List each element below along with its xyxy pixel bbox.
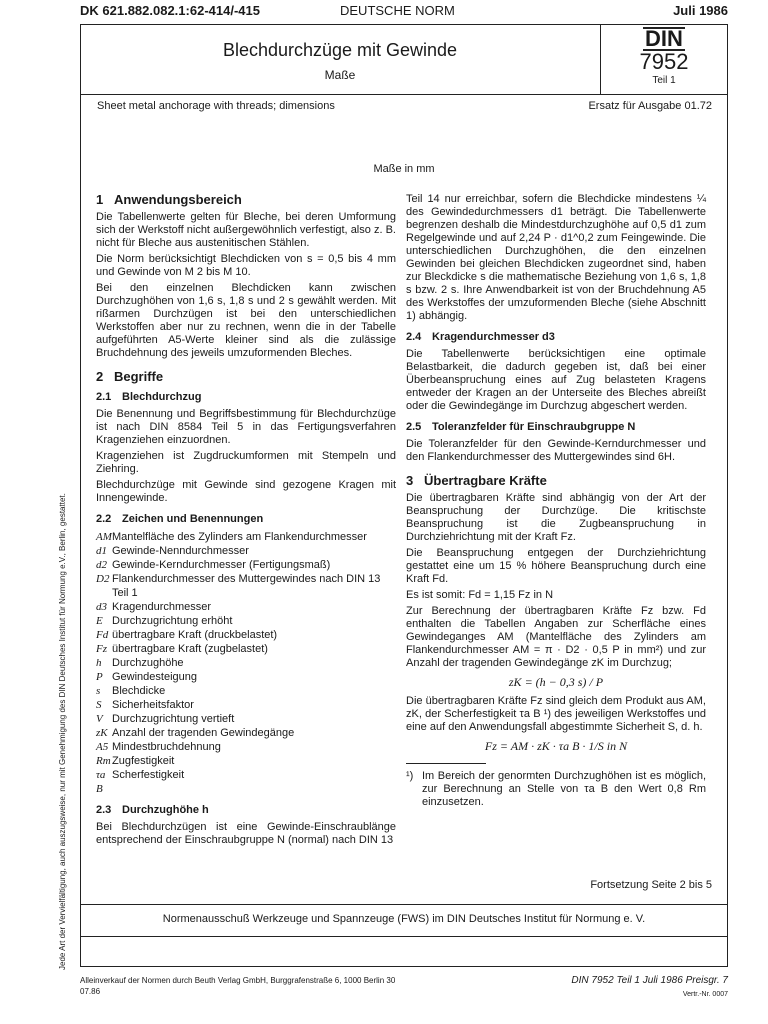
section-2-heading: 2 Begriffe [96, 369, 164, 384]
document-subtitle: Maße [324, 68, 356, 82]
symbol-code: A5 [96, 741, 109, 753]
symbol-row [96, 572, 396, 600]
symbol-description: Zugfestigkeit [112, 755, 175, 767]
standard-type: DEUTSCHE NORM [340, 3, 455, 18]
symbol-row [96, 656, 396, 670]
section-3-paragraph: Zur Berechnung der übertragbaren Kräfte Fz bzw. Fd enthalten die Tabellen Angaben zur Scherfläche eines Gewindeganges AM (Mantelfläche des Zylinders am Flankendurchmesser AM = π · D2 · 0,5 P in mm²) und zur Anzahl der tragenden Gewindegänge zK im Durchzug; [406, 605, 706, 669]
section-3-paragraph: Die Beanspruchung entgegen der Durchziehrichtung gestattet eine um 15 % höhere Beanspruchung durch eine Kraft Fd. [406, 547, 706, 585]
din-logo [600, 27, 728, 51]
symbol-code: V [96, 713, 103, 725]
symbol-row [96, 628, 396, 642]
symbol-description: Gewinde-Kerndurchmesser (Fertigungsmaß) [112, 559, 331, 571]
symbol-code: h [96, 657, 102, 669]
committee-line: Normenausschuß Werkzeuge und Spannzeuge (FWS) im DIN Deutsches Institut für Normung e. V. [162, 913, 646, 925]
footer-divider-bottom [80, 936, 728, 937]
section-3-heading: 3 Übertragbare Kräfte [406, 473, 547, 488]
symbol-row [96, 726, 396, 740]
symbol-row [96, 600, 396, 614]
symbol-code: d3 [96, 601, 107, 613]
header-divider [80, 94, 728, 95]
document-code: DK 621.882.082.1:62-414/-415 [80, 3, 260, 18]
symbol-row [96, 642, 396, 656]
sale-note-text: Alleinverkauf der Normen durch Beuth Verlag GmbH, Burggrafenstraße 6, 1000 Berlin 30 [80, 976, 396, 985]
symbol-row [96, 712, 396, 726]
section-3-formula-text: Es ist somit: Fd = 1,15 Fz in N [406, 589, 554, 601]
section-2-5-heading: 2.5 Toleranzfelder für Einschraubgruppe N [406, 421, 636, 433]
symbol-description: Mantelfläche des Zylinders am Flankendurchmesser [112, 531, 367, 543]
symbol-row [96, 558, 396, 572]
section-1-paragraph: Bei den einzelnen Blechdicken kann zwischen Durchzughöhen von 1,6 s, 1,8 s und 2 s gewählt werden. Mit rißarmen Durchzügen ist bei den unterschiedlichen Werkstoffen aber nur zu rechnen, wenn die in der Tabelle aufgeführten A5-Werte kleiner sind als die zulässige Bruchdehnung des jeweils umzuformenden Bleches. [96, 282, 396, 359]
print-code: 07.86 [80, 987, 101, 996]
symbol-description: übertragbare Kraft (zugbelastet) [112, 643, 268, 655]
symbol-description: Flankendurchmesser des Muttergewindes nach DIN 13 Teil 1 [112, 573, 381, 599]
unit-note: Maße in mm [373, 163, 435, 175]
symbol-code: τa B [96, 769, 106, 795]
symbol-code: s [96, 685, 101, 697]
din-number: 7952 [639, 49, 689, 74]
footnote-mark: ¹) [406, 770, 414, 782]
symbol-code: S [96, 699, 102, 711]
symbol-list [96, 530, 396, 796]
footnote [406, 770, 706, 809]
right-column [406, 193, 706, 809]
symbol-description: Durchzugrichtung vertieft [112, 713, 235, 725]
continuation-note: Fortsetzung Seite 2 bis 5 [590, 879, 712, 891]
din-part: Teil 1 [652, 75, 676, 86]
section-2-2-heading: 2.2 Zeichen und Benennungen [96, 513, 264, 525]
symbol-code: d1 [96, 545, 107, 557]
symbol-code: Rm [96, 755, 111, 767]
document-title: Blechdurchzüge mit Gewinde [222, 40, 458, 60]
section-3-paragraph: Die übertragbaren Kräfte Fz sind gleich dem Produkt aus AM, zK, der Scherfestigkeit τa B ¹) des jeweiligen Werkstoffes und eine auf den Anwendungsfall abgestimmte Sicherheit S, d. h. [406, 695, 706, 733]
symbol-row [96, 614, 396, 628]
replaces-note: Ersatz für Ausgabe 01.72 [588, 100, 712, 112]
symbol-code: Fz [96, 643, 107, 655]
section-2-3-paragraph-continued: Teil 14 nur erreichbar, sofern die Blechdicke mindestens ¼ des Gewindedurchmessers d1 beträgt. Die Tabellenwerte begrenzen deshalb die Mindestdurchzughöhe auf 0,5 d1 zum Regelgewinde und auf 2,24 P · d1^0,2 zum Feingewinde. Die unterschiedlichen Durchzughöhen, die den einzelnen Gewinden bei gleichen Blechdicken zugeordnet sind, haben zur Bleckdicke s die mathematische Beziehung von 1,6 s, 1,8 s bzw. 2 s. Ihre Anwendbarkeit ist von der Bruchdehnung A5 des Werkstoffes der umzuformenden Bleche (siehe Abschnitt 1) abhängig. [406, 193, 706, 322]
symbol-row [96, 754, 396, 768]
symbol-description: Gewindesteigung [112, 671, 198, 683]
section-2-1-paragraph: Kragenziehen ist Zugdruckumformen mit Stempeln und Ziehring. [96, 450, 396, 475]
symbol-description: Kragendurchmesser [112, 601, 212, 613]
english-title: Sheet metal anchorage with threads; dimensions [97, 100, 335, 112]
symbol-description: Mindestbruchdehnung [112, 741, 221, 753]
symbol-description: Sicherheitsfaktor [112, 699, 194, 711]
footnote-text: Im Bereich der genormten Durchzughöhen ist es möglich, zur Berechnung an Stelle von τa B den Wert 0,8 Rm einzusetzen. [422, 770, 706, 808]
vertr-number: Vertr.-Nr. 0007 [682, 991, 728, 998]
symbol-code: AM [96, 531, 112, 543]
symbol-row [96, 684, 396, 698]
symbol-description: Durchzugrichtung erhöht [112, 615, 233, 627]
section-2-5-paragraph: Die Toleranzfelder für den Gewinde-Kerndurchmesser und den Flankendurchmesser des Muttergewindes sind 6H. [406, 438, 706, 463]
issue-date: Juli 1986 [673, 3, 728, 18]
section-2-1-paragraph: Blechdurchzüge mit Gewinde sind gezogene Kragen mit Innengewinde. [96, 479, 396, 504]
din-logo-text: DIN [645, 26, 683, 51]
symbol-row [96, 740, 396, 754]
price-line: DIN 7952 Teil 1 Juli 1986 Preisgr. 7 [571, 975, 728, 986]
symbol-description: Scherfestigkeit [112, 769, 185, 781]
section-2-3-heading: 2.3 Durchzughöhe h [96, 804, 209, 816]
section-2-1-heading: 2.1 Blechdurchzug [96, 391, 202, 403]
section-1-heading: 1 Anwendungsbereich [96, 192, 242, 207]
symbol-row [96, 544, 396, 558]
symbol-row [96, 530, 396, 544]
formula-zk: zK = (h − 0,3 s) / P [508, 675, 604, 689]
symbol-code: d2 [96, 559, 107, 571]
section-2-4-heading: 2.4 Kragendurchmesser d3 [406, 331, 555, 343]
symbol-code: Fd [96, 629, 109, 641]
symbol-description: Gewinde-Nenndurchmesser [112, 545, 249, 557]
symbol-description: übertragbare Kraft (druckbelastet) [112, 629, 278, 641]
symbol-row [96, 698, 396, 712]
symbol-description: Blechdicke [112, 685, 166, 697]
footnote-rule [406, 763, 486, 764]
symbol-row [96, 768, 396, 796]
section-1-paragraph: Die Tabellenwerte gelten für Bleche, bei deren Umformung sich der Werkstoff nicht außergewöhnlich verfestigt, also z. B. nicht für Bleche aus austenitischen Stählen. [96, 211, 396, 249]
symbol-code: P [96, 671, 103, 683]
left-column [96, 193, 396, 850]
section-2-3-paragraph: Bei Blechdurchzügen ist eine Gewinde-Einschraublänge entsprechend der Einschraubgruppe N (normal) nach DIN 13 [96, 821, 396, 846]
sale-note [80, 975, 395, 997]
section-2-1-paragraph: Die Benennung und Begriffsbestimmung für Blechdurchzüge ist nach DIN 8584 Teil 5 in das Fertigungsverfahren Kragenziehen einzuordnen. [96, 408, 396, 446]
symbol-code: E [96, 615, 103, 627]
footer-divider-top [80, 904, 728, 905]
symbol-code: D2 [96, 573, 110, 585]
section-3-paragraph: Die übertragbaren Kräfte sind abhängig von der Art der Beanspruchung der Durchzüge. Die kritischste Beanspruchung ist die Zugbeanspruchung in Durchziehrichtung mit der Kraft Fz. [406, 492, 706, 543]
symbol-row [96, 670, 396, 684]
section-1-paragraph: Die Norm berücksichtigt Blechdicken von s = 0,5 bis 4 mm und Gewinde von M 2 bis M 10. [96, 253, 396, 278]
symbol-description: Anzahl der tragenden Gewindegänge [112, 727, 295, 739]
copyright-sideline: Jede Art der Vervielfältigung, auch auszugsweise, nur mit Genehmigung des DIN Deutsches Institut für Normung e.V., Berlin, gestattet. [58, 493, 67, 970]
section-2-4-paragraph: Die Tabellenwerte berücksichtigen eine optimale Belastbarkeit, die dadurch gegeben ist, daß bei einer Überbeanspruchung eines auf Zug belasteten Kragens entweder der Kragen an der Unterseite des Bleches abreißt oder die Gewindegänge im Durchzug abgeschert werden. [406, 348, 706, 412]
symbol-description: Durchzughöhe [112, 657, 184, 669]
formula-fz: Fz = AM · zK · τa B · 1/S in N [484, 739, 628, 753]
symbol-code: zK [96, 727, 108, 739]
